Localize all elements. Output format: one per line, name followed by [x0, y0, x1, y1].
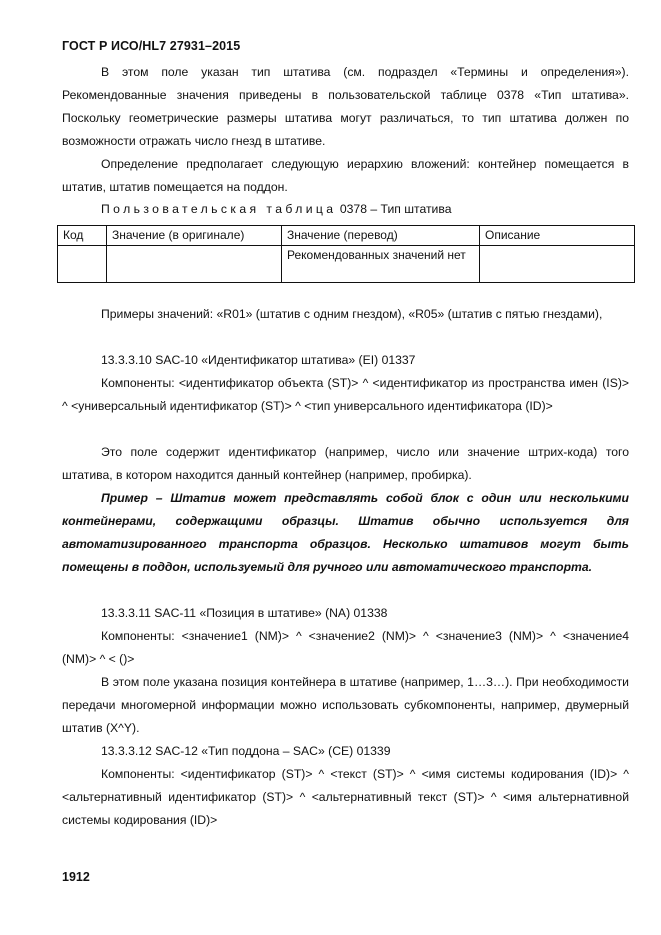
paragraph-position: В этом поле указана позиция контейнера в штативе (например, 1…3…). При необходимости передачи многомерной информации можно использовать субкомпоненты, например, двумерный штатив (X^Y).: [62, 675, 629, 735]
table-cell-code: [58, 246, 107, 283]
section-heading-sac-12: 13.3.3.12 SAC-12 «Тип поддона – SAC» (CE) 01339: [101, 744, 391, 758]
paragraph-components-sac-11: Компоненты: <значение1 (NM)> ^ <значение2 (NM)> ^ <значение3 (NM)> ^ <значение4 (NM)> ^ < ()>: [62, 629, 629, 666]
table-caption-spaced: Пользовательская таблица: [101, 202, 337, 216]
paragraph-example-note: Пример – Штатив может представлять собой блок с один или несколькими контейнерами, содержащими образцы. Штатив обычно используется для автоматизированного транспорта образцов. Несколько штативов могут быть помещены в поддон, используемый для ручного или автоматического транспорта.: [62, 491, 629, 574]
table-header-row: [58, 226, 635, 246]
table-row: [58, 246, 635, 283]
document-header: ГОСТ Р ИСО/HL7 27931–2015: [62, 39, 241, 53]
table-caption: [101, 200, 451, 218]
table-header-original: Значение (в оригинале): [107, 226, 282, 246]
table-cell-original: [107, 246, 282, 283]
table-cell-description: [480, 246, 635, 283]
table-caption-rest: 0378 – Тип штатива: [336, 202, 452, 216]
paragraph-rack-identifier: Это поле содержит идентификатор (например, число или значение штрих-кода) того штатива, в котором находится данный контейнер (например, пробирка).: [62, 445, 629, 482]
paragraph-components-sac-10: Компоненты: <идентификатор объекта (ST)> ^ <идентификатор из пространства имен (IS)> ^ <универсальный идентификатор (ST)> ^ <тип универсального идентификатора (ID)>: [62, 376, 629, 413]
section-heading-sac-10: 13.3.3.10 SAC-10 «Идентификатор штатива» (EI) 01337: [101, 353, 416, 367]
table-cell-translation: Рекомендованных значений нет: [282, 246, 480, 283]
user-table-0378: [57, 225, 635, 283]
section-heading-sac-11: 13.3.3.11 SAC-11 «Позиция в штативе» (NA) 01338: [101, 606, 388, 620]
paragraph-components-sac-12: Компоненты: <идентификатор (ST)> ^ <текст (ST)> ^ <имя системы кодирования (ID)> ^ <альтернативный идентификатор (ST)> ^ <альтернативный текст (ST)> ^ <имя альтернативной системы кодирования (ID)>: [62, 767, 629, 827]
table-header-description: Описание: [480, 226, 635, 246]
page-number: 1912: [62, 870, 90, 884]
table-header-code: Код: [58, 226, 107, 246]
table-header-translation: Значение (перевод): [282, 226, 480, 246]
paragraph-examples: Примеры значений: «R01» (штатив с одним гнездом), «R05» (штатив с пятью гнездами),: [101, 307, 603, 321]
paragraph-hierarchy: Определение предполагает следующую иерархию вложений: контейнер помещается в штатив, штатив помещается на поддон.: [62, 157, 629, 194]
paragraph-rack-type: В этом поле указан тип штатива (см. подраздел «Термины и определения»). Рекомендованные значения приведены в пользовательской таблице 0378 «Тип штатива». Поскольку геометрические размеры штатива могут различаться, то тип штатива должен по возможности отражать число гнезд в штативе.: [62, 65, 629, 148]
